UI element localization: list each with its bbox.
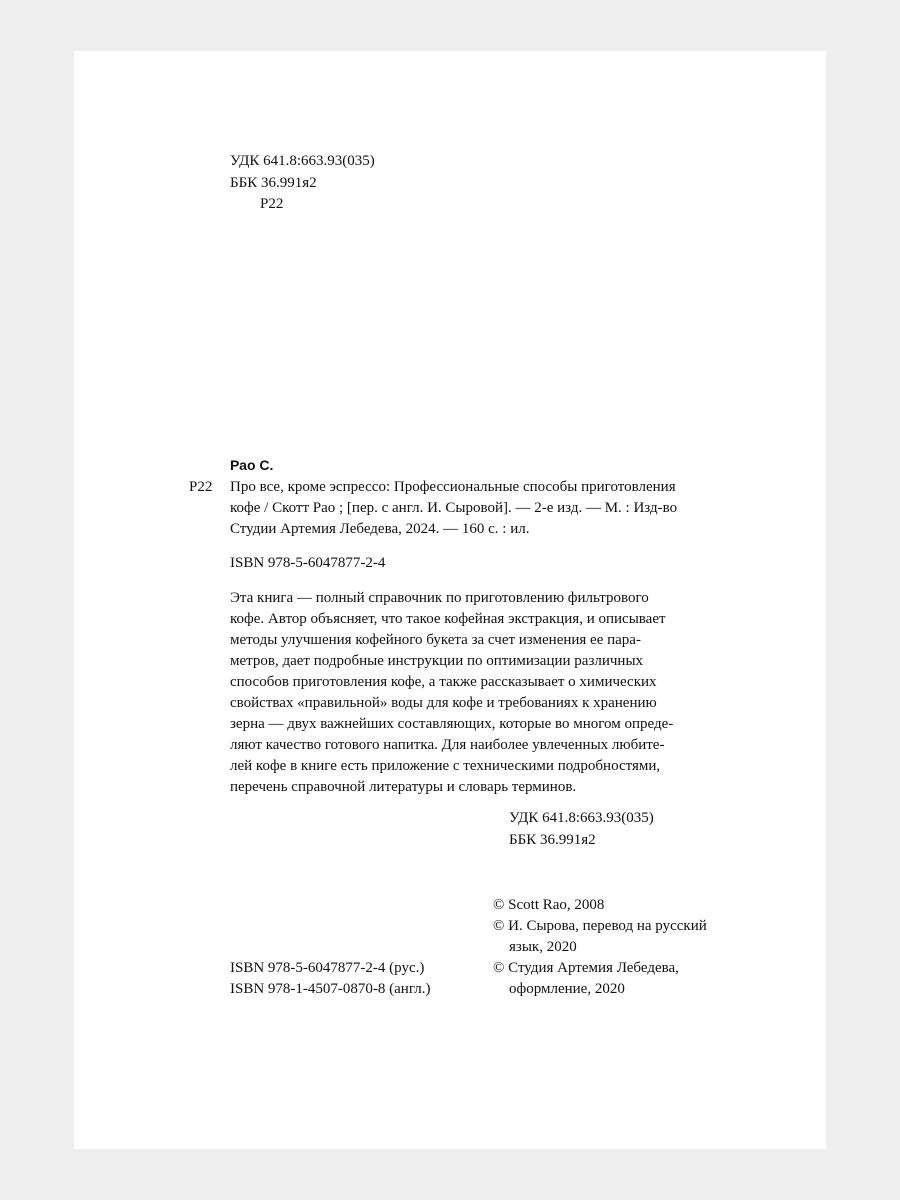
copyright-line: язык, 2020 xyxy=(509,939,577,955)
author-name: Рао С. xyxy=(230,457,274,473)
annotation-line: ляют качество готового напитка. Для наиболее увлеченных любите- xyxy=(230,737,665,753)
annotation-line: лей кофе в книге есть приложение с техническими подробностями, xyxy=(230,758,661,774)
copyright-line: оформление, 2020 xyxy=(509,981,625,997)
annotation-line: Эта книга — полный справочник по приготовлению фильтрового xyxy=(230,590,649,606)
annotation-line: зерна — двух важнейших составляющих, которые во многом опреде- xyxy=(230,716,674,732)
book-page xyxy=(74,51,826,1149)
title-line-2: кофе / Скотт Рао ; [пер. с англ. И. Сыровой]. — 2-е изд. — М. : Изд-во xyxy=(230,500,678,516)
isbn-english: ISBN 978-1-4507-0870-8 (англ.) xyxy=(230,981,431,997)
title-line-1: Про все, кроме эспрессо: Профессиональные способы приготовления xyxy=(230,479,676,495)
annotation-line: метров, дает подробные инструкции по оптимизации различных xyxy=(230,653,644,669)
bottom-udk: УДК 641.8:663.93(035) xyxy=(509,810,654,826)
isbn-russian: ISBN 978-5-6047877-2-4 (рус.) xyxy=(230,960,425,976)
record-isbn: ISBN 978-5-6047877-2-4 xyxy=(230,555,386,571)
top-bbk: ББК 36.991я2 xyxy=(230,175,317,191)
annotation-line: кофе. Автор объясняет, что такое кофейная экстракция, и описывает xyxy=(230,611,666,627)
top-author-mark: Р22 xyxy=(260,196,284,212)
top-udk: УДК 641.8:663.93(035) xyxy=(230,153,375,169)
bottom-bbk: ББК 36.991я2 xyxy=(509,832,596,848)
record-author-mark: Р22 xyxy=(189,479,213,495)
annotation-line: перечень справочной литературы и словарь терминов. xyxy=(230,779,577,795)
annotation-line: способов приготовления кофе, а также рассказывает о химических xyxy=(230,674,657,690)
title-line-3: Студии Артемия Лебедева, 2024. — 160 с. : ил. xyxy=(230,521,530,537)
annotation-paragraph xyxy=(230,588,673,798)
copyright-line: © И. Сырова, перевод на русский xyxy=(493,918,707,934)
copyright-line: © Студия Артемия Лебедева, xyxy=(493,960,679,976)
copyright-line: © Scott Rao, 2008 xyxy=(493,897,605,913)
annotation-line: методы улучшения кофейного букета за счет изменения ее пара- xyxy=(230,632,641,648)
annotation-line: свойствах «правильной» воды для кофе и требованиях к хранению xyxy=(230,695,657,711)
